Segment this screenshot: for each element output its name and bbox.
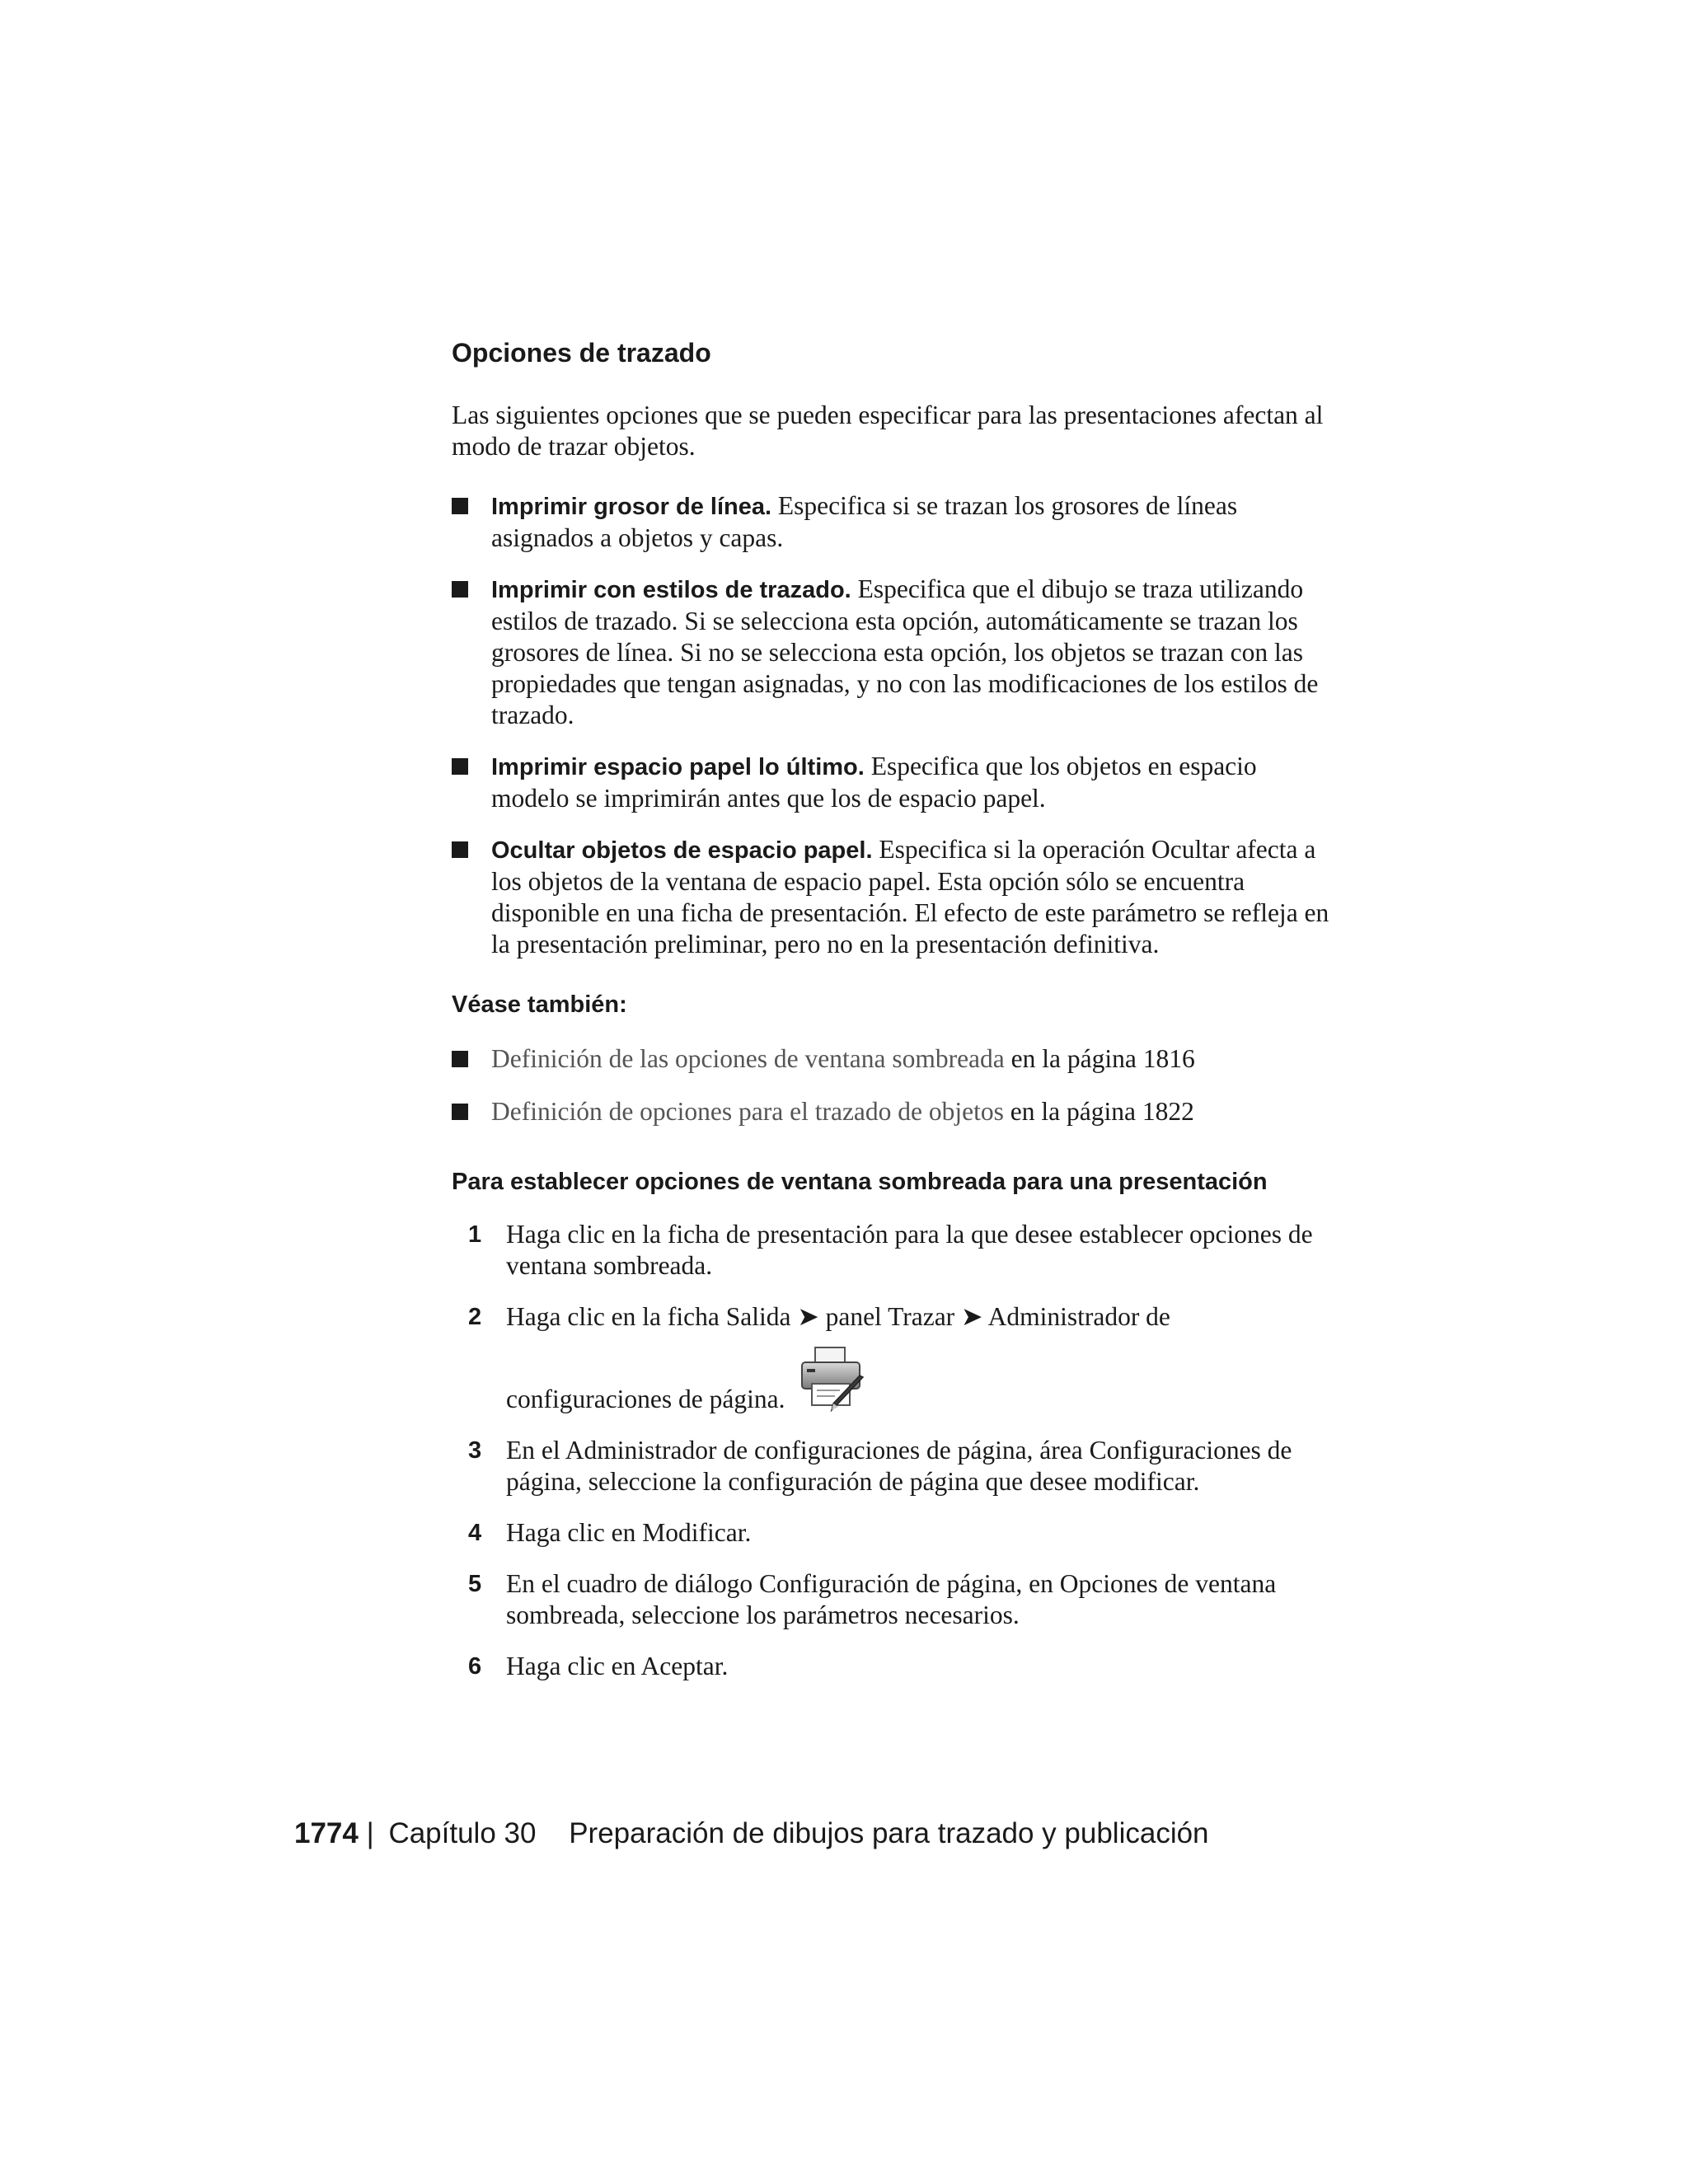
option-term: Imprimir con estilos de trazado. bbox=[491, 577, 851, 603]
bullet-square-icon bbox=[452, 581, 468, 598]
procedure-title: Para establecer opciones de ventana sombreada para una presentación bbox=[452, 1169, 1268, 1195]
page-content bbox=[452, 338, 1334, 1702]
bullet-square-icon bbox=[452, 758, 468, 775]
see-also-link[interactable]: Definición de opciones para el trazado de objetos bbox=[491, 1097, 1004, 1126]
options-list bbox=[452, 490, 1334, 960]
page-footer bbox=[294, 1817, 1209, 1850]
step-icon-line bbox=[506, 1344, 1334, 1415]
section-title: Opciones de trazado bbox=[452, 338, 711, 368]
chapter-label: Capítulo 30 bbox=[388, 1817, 537, 1849]
step-number: 3 bbox=[468, 1437, 482, 1464]
step-text: Haga clic en Aceptar. bbox=[506, 1652, 729, 1680]
option-text: Especifica que el dibujo se traza utilizando estilos de trazado. Si se selecciona esta opción, automáticamente se trazan los grosores de línea. Si no se selecciona esta opción, los objetos se trazan con las propiedades que tengan asignadas, y no con las modificaciones de los estilos de trazado. bbox=[491, 574, 1319, 729]
procedure-step bbox=[452, 1219, 1334, 1282]
page-number: 1774 bbox=[294, 1817, 359, 1849]
footer-separator: | bbox=[366, 1817, 374, 1849]
list-item bbox=[452, 1043, 1334, 1075]
procedure-steps bbox=[452, 1219, 1334, 1682]
step-number: 2 bbox=[468, 1304, 482, 1330]
step-text-continued: configuraciones de página. bbox=[506, 1385, 785, 1413]
option-text: Especifica si se trazan los grosores de líneas asignados a objetos y capas. bbox=[491, 491, 1238, 552]
option-text: Especifica que los objetos en espacio modelo se imprimirán antes que los de espacio papel. bbox=[491, 752, 1257, 813]
step-number: 1 bbox=[468, 1221, 482, 1248]
step-text: Haga clic en Modificar. bbox=[506, 1518, 752, 1547]
step-text: Haga clic en la ficha de presentación para la que desee establecer opciones de ventana sombreada. bbox=[506, 1220, 1313, 1280]
option-term: Imprimir espacio papel lo último. bbox=[491, 754, 865, 780]
list-item bbox=[452, 574, 1334, 731]
step-number: 6 bbox=[468, 1653, 482, 1680]
option-text: Especifica si la operación Ocultar afecta a los objetos de la ventana de espacio papel. Esta opción sólo se encuentra disponible en una ficha de presentación. El efecto de este parámetro se refleja en la presentación preliminar, pero no en la presentación definitiva. bbox=[491, 835, 1329, 958]
procedure-step bbox=[452, 1568, 1334, 1631]
see-also-list bbox=[452, 1043, 1334, 1127]
intro-paragraph: Las siguientes opciones que se pueden especificar para las presentaciones afectan al modo de trazar objetos. bbox=[452, 401, 1324, 461]
step-text: Haga clic en la ficha Salida ➤ panel Trazar ➤ Administrador de bbox=[506, 1302, 1170, 1331]
option-term: Ocultar objetos de espacio papel. bbox=[491, 837, 873, 864]
list-item bbox=[452, 834, 1334, 960]
list-item bbox=[452, 1096, 1334, 1127]
bullet-square-icon bbox=[452, 841, 468, 858]
see-also-page-ref: en la página 1816 bbox=[1004, 1044, 1195, 1073]
list-item bbox=[452, 751, 1334, 814]
chapter-title: Preparación de dibujos para trazado y publicación bbox=[569, 1817, 1209, 1849]
procedure-step bbox=[452, 1435, 1334, 1497]
page-setup-printer-icon bbox=[797, 1344, 868, 1415]
procedure-step bbox=[452, 1301, 1334, 1415]
step-text: En el cuadro de diálogo Configuración de página, en Opciones de ventana sombreada, seleccione los parámetros necesarios. bbox=[506, 1569, 1277, 1629]
see-also-link[interactable]: Definición de las opciones de ventana sombreada bbox=[491, 1044, 1005, 1073]
procedure-step bbox=[452, 1651, 1334, 1682]
procedure-step bbox=[452, 1517, 1334, 1549]
step-text: En el Administrador de configuraciones de página, área Configuraciones de página, seleccione la configuración de página que desee modificar. bbox=[506, 1436, 1292, 1496]
bullet-square-icon bbox=[452, 498, 468, 514]
step-number: 4 bbox=[468, 1520, 482, 1546]
see-also-title: Véase también: bbox=[452, 991, 627, 1018]
see-also-page-ref: en la página 1822 bbox=[1003, 1097, 1194, 1126]
bullet-square-icon bbox=[452, 1104, 468, 1120]
list-item bbox=[452, 490, 1334, 554]
option-term: Imprimir grosor de línea. bbox=[491, 494, 772, 520]
step-number: 5 bbox=[468, 1571, 482, 1597]
bullet-square-icon bbox=[452, 1051, 468, 1067]
